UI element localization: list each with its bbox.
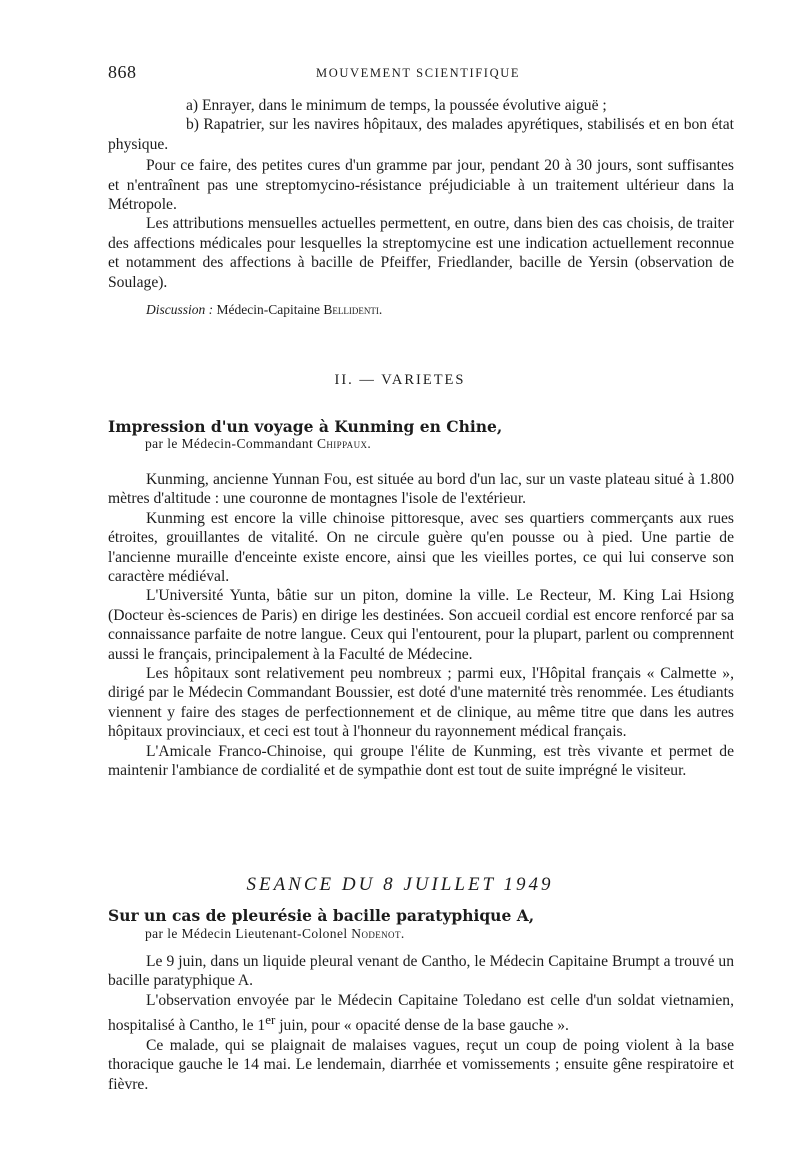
item-a: a) Enrayer, dans le minimum de temps, la poussée évolutive aiguë ; [186, 97, 607, 114]
discussion-person: Médecin-Capitaine [216, 302, 320, 318]
item-b: b) Rapatrier, sur les navires hôpitaux, des malades apyrétiques, stabilisés et en bon état physique. [108, 116, 734, 153]
paragraph: Pour ce faire, des petites cures d'un gramme par jour, pendant 20 à 30 jours, sont suffisantes et n'entraînent pas une streptomycino-résistance préjudiciable à un traitement ultérieur dans la Métropole. [108, 157, 734, 214]
seance-title: SEANCE DU 8 JUILLET 1949 [246, 874, 554, 895]
running-title: MOUVEMENT SCIENTIFIQUE [316, 66, 521, 80]
paragraph: Les hôpitaux sont relativement peu nombreux ; parmi eux, l'Hôpital français « Calmette », dirigé par le Médecin Commandant Boussier, est doté d'une maternité très renommée. Les étudiants viennent y faire des stages de perfectionnement et de clinique, au même titre que dans les autres hôpitaux provinciaux, et ceci est tout à l'honneur du rayonnement médical français. [108, 665, 734, 741]
discussion-name: Bellidenti. [323, 302, 383, 318]
paragraph: L'Amicale Franco-Chinoise, qui groupe l'élite de Kunming, est très vivante et permet de maintenir l'ambiance de cordialité et de sympathie dont est tout de suite imprégné le visiteur. [108, 742, 734, 780]
discussion-label: Discussion : [146, 302, 214, 318]
paragraph: Kunming, ancienne Yunnan Fou, est située au bord d'un lac, sur un vaste plateau situé à 1.800 mètres d'altitude : une couronne de montagnes l'isole de l'extérieur. [108, 471, 734, 508]
section-title: II. — VARIETES [334, 372, 466, 388]
byline-prefix: par le Médecin Lieutenant-Colonel [145, 926, 348, 941]
paragraph: Les attributions mensuelles actuelles permettent, en outre, dans bien des cas choisis, de traiter des affections médicales pour lesquelles la streptomycine est une indication actuellement reconnue et notamment des affections à bacille de Pfeiffer, Friedlander, bacille de Yersin (observation de Soulage). [108, 215, 734, 291]
page-number: 868 [108, 62, 137, 82]
paragraph: Ce malade, qui se plaignait de malaises vagues, reçut un coup de poing violent à la base thoracique gauche le 14 mai. Le lendemain, diarrhée et vomissements ; ensuite gêne respiratoire et fièvre. [108, 1036, 734, 1093]
superscript: er [265, 1012, 276, 1028]
paragraph: L'Université Yunta, bâtie sur un piton, domine la ville. Le Recteur, M. King Lai Hsiong (Docteur ès-sciences de Paris) en dirige les destinées. Son accueil cordial est encore renforcé par sa connaissance parfaite de notre langue. Ceux qui l'entourent, pour la plupart, parlent ou comprennent aussi le français, principalement à la Faculté de Médecine. [108, 587, 734, 663]
article-title: Impression d'un voyage à Kunming en Chine, [108, 417, 503, 436]
byline-name: Nodenot. [351, 926, 405, 941]
varietes-text-block [108, 470, 734, 781]
paragraph: Kunming est encore la ville chinoise pittoresque, avec ses quartiers commerçants aux rues étroites, grouillantes de vitalité. On ne circule guère qu'en pousse ou à pied. Une partie de l'ancienne muraille d'enceinte existe encore, ainsi que les vieilles portes, ce qui lui conserve son caractère médiéval. [108, 509, 734, 586]
paragraph: Le 9 juin, dans un liquide pleural venant de Cantho, le Médecin Capitaine Brumpt a trouvé un bacille paratyphique A. [108, 953, 734, 990]
text-run: L'observation envoyée par le Médecin Capitaine Toledano est celle d'un soldat vietnamien, hospitalisé à Cantho, le 1 [108, 991, 734, 1035]
seance-text-block [108, 952, 734, 1094]
article-byline [145, 436, 371, 452]
text-run: juin, pour « opacité dense de la base gauche ». [275, 1017, 569, 1035]
article-byline [145, 926, 405, 942]
paragraph [108, 991, 734, 1036]
article-title: Sur un cas de pleurésie à bacille paratyphique A, [108, 906, 535, 925]
byline-name: Chippaux. [316, 436, 372, 451]
discussion-line [108, 300, 734, 319]
top-text-block [108, 96, 734, 319]
byline-prefix: par le Médecin-Commandant [145, 436, 314, 451]
